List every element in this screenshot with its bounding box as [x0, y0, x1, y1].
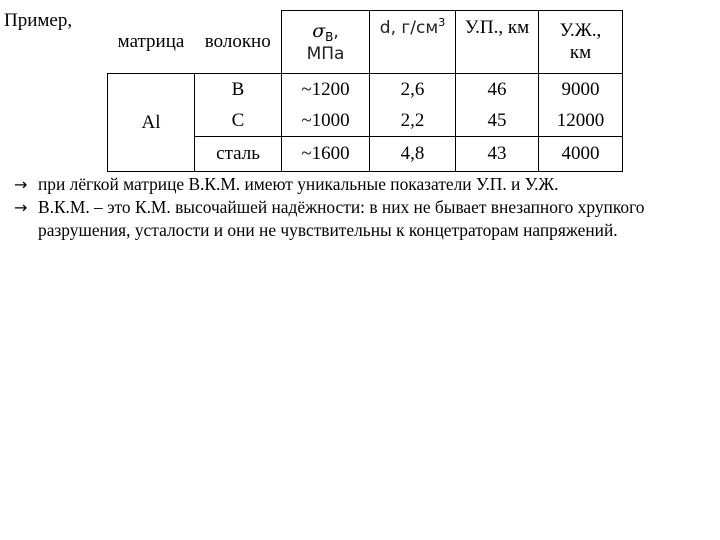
header-up: [456, 11, 539, 74]
matrix-cell: [108, 74, 195, 172]
header-density-sup: 3: [438, 16, 446, 29]
header-uzh: [539, 11, 623, 74]
header-fiber-text: волокно: [204, 30, 271, 52]
header-strength-unit: МПа: [306, 43, 345, 64]
uzh-cell: 12000: [539, 105, 623, 137]
density-cell: 4,8: [370, 137, 456, 172]
table-row: [108, 74, 623, 106]
example-label: Пример,: [4, 10, 73, 31]
bullet-text: при лёгкой матрице В.К.М. имеют уникальные показатели У.П. и У.Ж.: [38, 174, 559, 194]
header-uzh-line1: У.Ж.,: [559, 20, 602, 41]
table-header-row: [108, 11, 623, 74]
bullet-item: [14, 196, 714, 242]
sigma-comma: ,: [333, 21, 339, 42]
arrow-right-icon: →: [14, 198, 28, 217]
sigma-symbol: σ: [312, 19, 326, 42]
uzh-cell: 9000: [539, 74, 623, 106]
conclusion-bullets: [14, 173, 714, 242]
header-fiber: [195, 11, 282, 74]
up-cell: 45: [456, 105, 539, 137]
strength-cell: ~1000: [282, 105, 370, 137]
fiber-cell: В: [195, 74, 282, 106]
density-cell: 2,6: [370, 74, 456, 106]
fiber-cell: С: [195, 105, 282, 137]
density-cell: 2,2: [370, 105, 456, 137]
header-uzh-line2: км: [569, 42, 592, 63]
header-up-text: У.П., км: [464, 17, 530, 38]
up-cell: 43: [456, 137, 539, 172]
header-density-text: d, г/см: [379, 18, 439, 38]
header-strength-line1: [282, 20, 369, 43]
strength-cell: ~1600: [282, 137, 370, 172]
header-density: [370, 11, 456, 74]
sigma-subscript: В: [325, 29, 334, 44]
up-cell: 46: [456, 74, 539, 106]
header-matrix-text: матрица: [117, 30, 185, 52]
fiber-cell: сталь: [195, 137, 282, 172]
strength-cell: ~1200: [282, 74, 370, 106]
arrow-right-icon: →: [14, 175, 28, 194]
bullet-text: В.К.М. – это К.М. высочайшей надёжности: в них не бывает внезапного хрупкого разрушения, усталости и они не чувствительны к концетраторам напряжений.: [38, 197, 645, 240]
uzh-cell: 4000: [539, 137, 623, 172]
composite-properties-table: [107, 10, 623, 172]
header-matrix: [108, 11, 195, 74]
header-strength: [282, 11, 370, 74]
matrix-value: Al: [141, 111, 161, 133]
bullet-item: [14, 173, 714, 196]
